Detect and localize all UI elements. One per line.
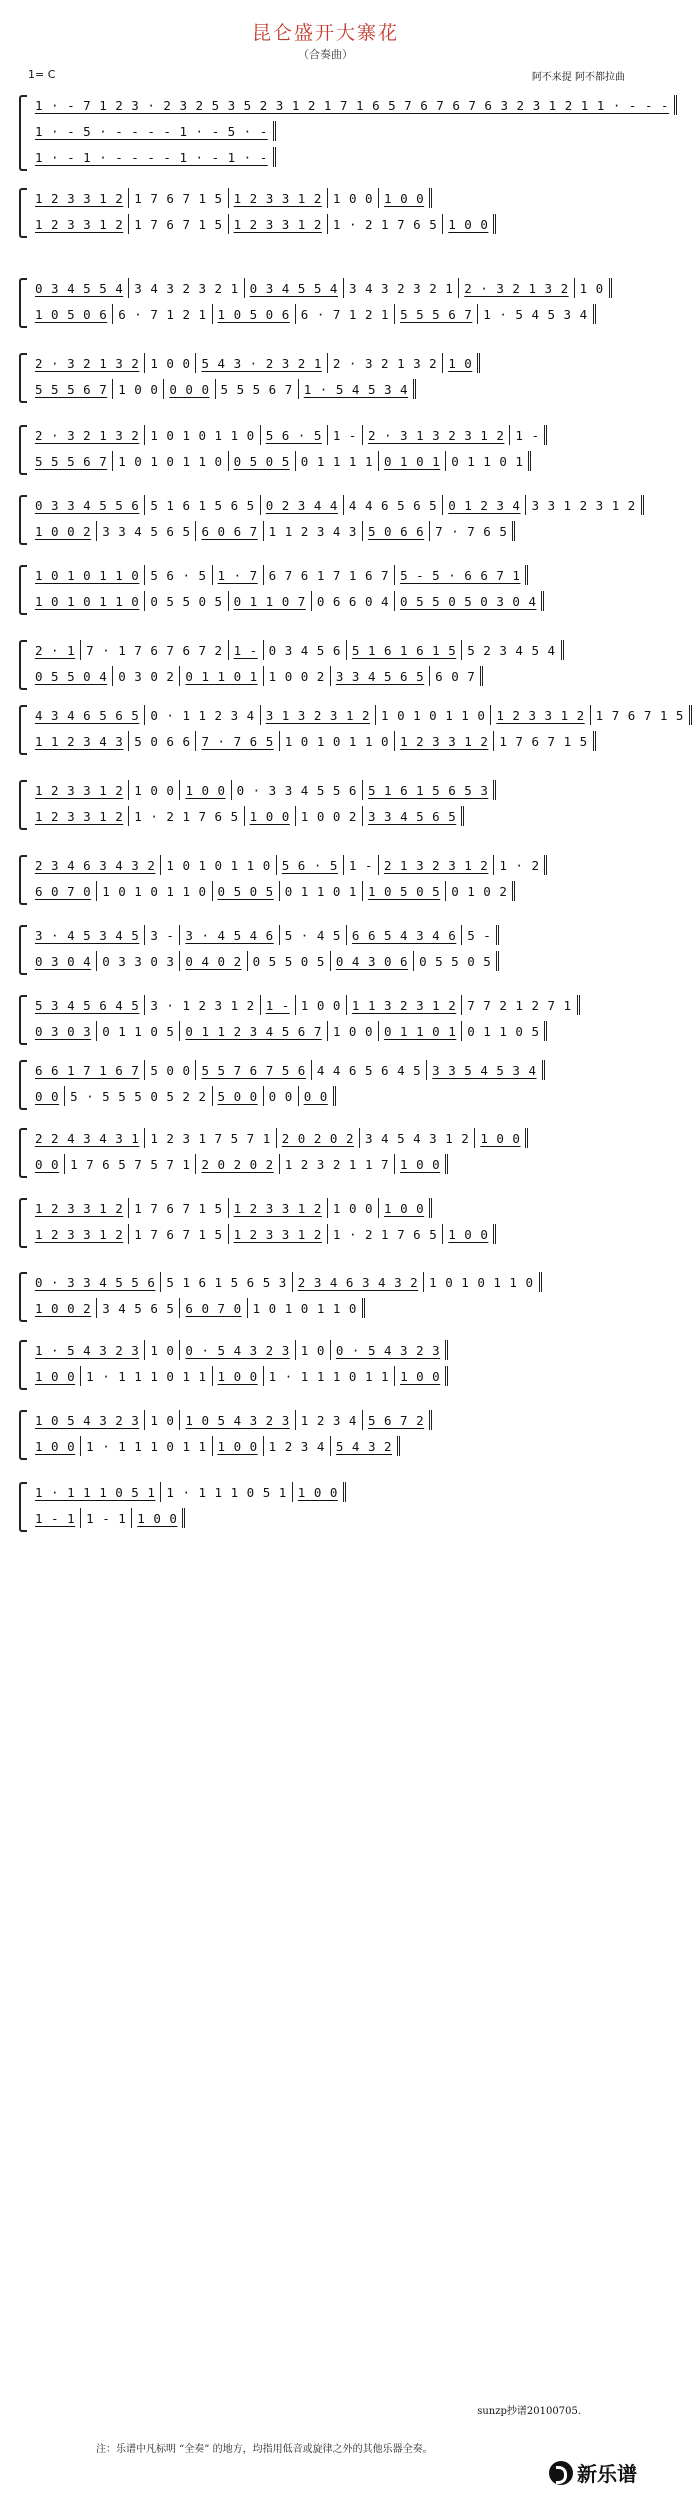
measure: 1 0 0 [296,995,347,1015]
measure: 0 1 1 1 1 [296,451,379,471]
score-part [30,951,620,971]
measure: 1 7 6 7 1 5 [129,214,228,234]
measure: 1 0 1 0 1 1 0 [424,1272,541,1292]
measure: 0 1 1 0 5 [97,1021,180,1041]
measure: 0 5 0 5 [229,451,296,471]
measure: 1 0 0 2 [264,666,331,686]
score-part [30,121,620,141]
score-part [30,1298,620,1318]
song-subtitle: （合奏曲） [298,48,353,61]
score-part [30,925,620,945]
measure: 0 1 0 2 [446,881,515,901]
measure: 5 3 4 5 6 4 5 [30,995,145,1015]
score-part [30,1086,620,1106]
measure: 1 2 3 3 1 2 [30,214,129,234]
measure: 3 4 5 6 5 [97,1298,180,1318]
measure: 1 · 2 1 7 6 5 [328,1224,443,1244]
measure: 0 1 1 0 1 [180,666,263,686]
measure: 3 1 3 2 3 1 2 [261,705,376,725]
measure: 3 3 4 5 6 5 [331,666,430,686]
measure: 2 0 2 0 2 [277,1128,360,1148]
system-brace [19,188,27,238]
measure: 3 3 4 5 6 5 [363,806,464,826]
measure: 1 0 0 [30,1436,81,1456]
score-part [30,278,620,298]
measure: 1 1 2 3 4 3 [264,521,363,541]
measure: 2 0 2 0 2 [196,1154,279,1174]
transcriber-signature: sunzp抄谱20100705. [477,2406,581,2417]
measure: 1 · 2 1 7 6 5 [129,806,244,826]
measure: 0 5 5 0 5 [414,951,499,971]
measure: 2 · 3 2 1 3 2 [328,353,443,373]
measure: 5 6 · 5 [261,425,328,445]
measure: 5 0 6 6 [363,521,430,541]
measure: 1 0 0 [395,1154,448,1174]
measure: 1 0 0 [475,1128,528,1148]
measure: 1 0 0 [443,214,496,234]
measure: 1 2 3 4 [296,1410,363,1430]
measure: 6 0 7 0 [30,881,97,901]
measure: 1 0 1 0 1 1 0 [161,855,276,875]
measure: 1 · 1 1 1 0 1 1 [81,1436,212,1456]
system-brace [19,995,27,1045]
score-part [30,214,620,234]
measure: 1 2 3 3 1 2 [30,188,129,208]
measure: 1 7 6 7 1 5 [129,1224,228,1244]
measure: 1 0 [145,1410,180,1430]
measure: 0 5 5 0 4 [30,666,113,686]
measure: 1 0 [443,353,480,373]
score-part [30,521,620,541]
song-title: 昆仑盛开大寨花 [251,22,399,44]
measure: 0 0 [30,1154,65,1174]
measure: 1 - [229,640,264,660]
measure: 5 2 3 4 5 4 [462,640,563,660]
measure: 0 1 1 0 7 [229,591,312,611]
measure: 2 · 1 [30,640,81,660]
measure: 1 0 5 4 3 2 3 [30,1410,145,1430]
measure: 4 4 6 5 6 5 [344,495,443,515]
measure: 5 4 3 · 2 3 2 1 [196,353,327,373]
measure: 6 6 5 4 3 4 6 [347,925,462,945]
measure: 3 - [145,925,180,945]
measure: 1 0 0 [113,379,164,399]
score-part [30,1436,620,1456]
system-brace [19,855,27,905]
score-part [30,1340,620,1360]
system-brace [19,925,27,975]
system-brace [19,95,27,171]
xinyuepu-logo-icon [549,2461,573,2485]
measure: 1 2 3 3 1 2 [229,1224,328,1244]
measure: 0 1 1 2 3 4 5 6 7 [180,1021,327,1041]
measure: 1 0 0 [145,353,196,373]
measure: 1 7 6 7 1 5 [129,188,228,208]
measure: 0 3 0 2 [113,666,180,686]
measure: 0 · 1 1 2 3 4 [145,705,260,725]
score-part [30,731,620,751]
score-part [30,95,670,115]
measure: 5 5 5 6 7 [395,304,478,324]
score-part [30,995,620,1015]
measure: 0 1 1 0 1 [280,881,363,901]
measure: 0 · 5 4 3 2 3 [331,1340,448,1360]
system-brace [19,495,27,545]
score-part [30,1060,620,1080]
system-brace [19,705,27,755]
measure: 1 0 0 2 [296,806,363,826]
measure: 0 3 3 0 3 [97,951,180,971]
measure: 3 · 4 5 4 6 [180,925,279,945]
measure: 3 4 3 2 3 2 1 [344,278,459,298]
score-part [30,304,620,324]
measure: 2 · 3 2 1 3 2 [30,353,145,373]
score-part [30,1154,620,1174]
measure: 6 0 6 7 [196,521,263,541]
measure: 3 4 3 2 3 2 1 [129,278,244,298]
system-brace [19,1060,27,1110]
measure: 5 0 6 6 [129,731,196,751]
measure: 3 4 5 4 3 1 2 [360,1128,475,1148]
measure: 0 · 5 4 3 2 3 [180,1340,295,1360]
measure: 0 0 [30,1086,65,1106]
measure: 1 7 6 7 1 5 [494,731,595,751]
measure: 2 2 4 3 4 3 1 [30,1128,145,1148]
measure: 1 2 3 3 1 2 [491,705,590,725]
measure: 7 · 7 6 5 [196,731,279,751]
measure: 1 0 5 0 6 [30,304,113,324]
measure: 3 3 5 4 5 3 4 [427,1060,544,1080]
measure: 1 0 0 [328,1021,379,1041]
measure: 6 7 6 1 7 1 6 7 [264,565,395,585]
score-part [30,1482,620,1502]
measure: 6 0 7 [430,666,483,686]
score-part [30,806,620,826]
measure: 1 · - 5 · - - - - 1 · - 5 · - [30,121,276,141]
measure: 5 · 5 5 5 0 5 2 2 [65,1086,212,1106]
measure: 2 · 3 2 1 3 2 [459,278,574,298]
score-part [30,666,620,686]
measure: 5 0 0 [145,1060,196,1080]
measure: 1 · 1 1 1 0 1 1 [264,1366,395,1386]
measure: 1 0 0 [213,1366,264,1386]
measure: 1 · 5 4 5 3 4 [478,304,595,324]
score-part [30,1224,620,1244]
system-brace [19,780,27,830]
score-part [30,1366,620,1386]
measure: 0 3 3 4 5 5 6 [30,495,145,515]
measure: 5 5 5 6 7 [216,379,299,399]
score-part [30,705,684,725]
measure: 7 · 1 7 6 7 6 7 2 [81,640,228,660]
measure: 1 - 1 [81,1508,132,1528]
measure: 1 0 [296,1340,331,1360]
score-part [30,1021,620,1041]
measure: 2 · 3 1 3 2 3 1 2 [363,425,510,445]
measure: 1 - 1 [30,1508,81,1528]
score-part [30,188,620,208]
measure: 1 0 0 [443,1224,496,1244]
score-part [30,881,620,901]
measure: 5 · 4 5 [280,925,347,945]
measure: 6 6 1 7 1 6 7 [30,1060,145,1080]
score-part [30,1272,620,1292]
measure: 0 4 0 2 [180,951,247,971]
measure: 1 0 1 0 1 1 0 [30,565,145,585]
measure: 1 7 6 5 7 5 7 1 [65,1154,196,1174]
measure: 1 0 0 [328,1198,379,1218]
measure: 1 1 2 3 4 3 [30,731,129,751]
measure: 5 6 · 5 [277,855,344,875]
measure: 0 3 4 5 5 4 [245,278,344,298]
measure: 1 0 [575,278,612,298]
measure: 5 1 6 1 6 1 5 [347,640,462,660]
measure: 1 - [510,425,547,445]
measure: 5 - 5 · 6 6 7 1 [395,565,528,585]
score-part [30,855,620,875]
measure: 1 · - 7 1 2 3 · 2 3 2 5 3 5 2 3 1 2 1 7 1 6 5 7 6 7 6 7 6 3 2 3 1 2 1 1 · - - - [30,95,677,115]
measure: 4 3 4 6 5 6 5 [30,705,145,725]
measure: 1 0 0 [328,188,379,208]
measure: 1 0 0 [379,1198,432,1218]
measure: 0 3 4 5 5 4 [30,278,129,298]
score-part [30,1508,620,1528]
measure: 1 2 3 3 1 2 [30,780,129,800]
measure: 5 4 3 2 [331,1436,400,1456]
score-part [30,780,620,800]
measure: 7 7 2 1 2 7 1 [462,995,579,1015]
score-part [30,1410,620,1430]
measure: 0 0 [299,1086,336,1106]
measure: 0 5 5 0 5 0 3 0 4 [395,591,544,611]
score-part [30,591,620,611]
measure: 0 5 0 5 [213,881,280,901]
measure: 1 0 5 0 5 [363,881,446,901]
measure: 1 0 0 2 [30,1298,97,1318]
measure: 5 1 6 1 5 6 5 [145,495,260,515]
measure: 0 1 0 1 [379,451,446,471]
measure: 1 2 3 3 1 2 [229,214,328,234]
measure: 1 2 3 2 1 1 7 [280,1154,395,1174]
measure: 5 6 · 5 [145,565,212,585]
measure: 1 0 0 2 [30,521,97,541]
measure: 1 2 3 4 [264,1436,331,1456]
measure: 0 5 5 0 5 [145,591,228,611]
measure: 1 0 1 0 1 1 0 [97,881,212,901]
measure: 0 1 1 0 5 [462,1021,547,1041]
measure: 5 - [462,925,499,945]
measure: 0 3 0 4 [30,951,97,971]
system-brace [19,353,27,403]
measure: 1 0 0 [395,1366,448,1386]
measure: 1 0 1 0 1 1 0 [145,425,260,445]
system-brace [19,1272,27,1322]
measure: 0 3 4 5 6 [264,640,347,660]
measure: 1 7 6 7 1 5 [591,705,692,725]
measure: 5 5 5 6 7 [30,379,113,399]
measure: 1 0 0 [30,1366,81,1386]
measure: 0 · 3 3 4 5 5 6 [30,1272,161,1292]
measure: 1 2 3 3 1 2 [395,731,494,751]
measure: 1 0 0 [245,806,296,826]
measure: 1 0 1 0 1 1 0 [376,705,491,725]
measure: 1 0 0 [129,780,180,800]
system-brace [19,1198,27,1248]
measure: 1 0 1 0 1 1 0 [30,591,145,611]
score-part [30,1128,620,1148]
measure: 1 · 7 [213,565,264,585]
score-part [30,147,620,167]
score-part [30,495,636,515]
measure: 0 · 3 3 4 5 5 6 [232,780,363,800]
measure: 1 1 3 2 3 1 2 [347,995,462,1015]
measure: 3 · 1 2 3 1 2 [145,995,260,1015]
measure: 5 5 7 6 7 5 6 [196,1060,311,1080]
system-brace [19,1128,27,1178]
measure: 2 1 3 2 3 1 2 [379,855,494,875]
measure: 1 2 3 3 1 2 [30,1198,129,1218]
measure: 0 4 3 0 6 [331,951,414,971]
measure: 1 2 3 1 7 5 7 1 [145,1128,276,1148]
measure: 2 · 3 2 1 3 2 [30,425,145,445]
measure: 0 1 2 3 4 [443,495,526,515]
measure: 3 · 4 5 3 4 5 [30,925,145,945]
system-brace [19,640,27,690]
measure: 1 · 2 1 7 6 5 [328,214,443,234]
measure: 1 2 3 3 1 2 [229,188,328,208]
measure: 1 · 2 [494,855,547,875]
site-logo [549,2458,637,2487]
footnote: 注：乐谱中凡标明 “全奏” 的地方，均指用低音或旋律之外的其他乐器全奏。 [96,2444,433,2455]
measure: 5 1 6 1 5 6 5 3 [161,1272,292,1292]
score-part [30,353,620,373]
score-part [30,565,620,585]
system-brace [19,1410,27,1460]
measure: 1 0 0 [379,188,432,208]
logo-text: 新乐谱 [577,2462,637,2486]
measure: 0 0 0 [164,379,215,399]
measure: 2 3 4 6 3 4 3 2 [30,855,161,875]
system-brace [19,425,27,475]
measure: 1 0 1 0 1 1 0 [280,731,395,751]
measure: 1 0 0 [180,780,231,800]
score-part [30,451,620,471]
system-brace [19,278,27,328]
measure: 1 - [328,425,363,445]
measure: 0 3 0 3 [30,1021,97,1041]
measure: 1 0 0 [293,1482,346,1502]
measure: 1 0 5 0 6 [213,304,296,324]
measure: 1 0 0 [132,1508,185,1528]
measure: 1 0 1 0 1 1 0 [248,1298,365,1318]
measure: 1 · 5 4 5 3 4 [299,379,416,399]
measure: 1 · 1 1 1 0 5 1 [30,1482,161,1502]
score-part [30,425,620,445]
system-brace [19,1482,27,1532]
score-part [30,1198,620,1218]
measure: 1 - [344,855,379,875]
score-part [30,640,620,660]
measure: 1 7 6 7 1 5 [129,1198,228,1218]
score-part [30,379,620,399]
measure: 5 5 5 6 7 [30,451,113,471]
measure: 0 2 3 4 4 [261,495,344,515]
measure: 6 0 7 0 [180,1298,247,1318]
measure: 5 1 6 1 5 6 5 3 [363,780,496,800]
measure: 1 2 3 3 1 2 [229,1198,328,1218]
measure: 1 2 3 3 1 2 [30,1224,129,1244]
measure: 1 · 5 4 3 2 3 [30,1340,145,1360]
measure: 4 4 6 5 6 4 5 [312,1060,427,1080]
system-brace [19,1340,27,1390]
measure: 1 0 [145,1340,180,1360]
measure: 0 6 6 0 4 [312,591,395,611]
measure: 7 · 7 6 5 [430,521,515,541]
measure: 1 0 1 0 1 1 0 [113,451,228,471]
measure: 1 - [261,995,296,1015]
measure: 1 · 1 1 1 0 5 1 [161,1482,292,1502]
key-signature: 1= C [28,68,56,81]
measure: 6 · 7 1 2 1 [296,304,395,324]
measure: 3 3 1 2 3 1 2 [526,495,643,515]
measure: 0 0 [264,1086,299,1106]
measure: 1 0 5 4 3 2 3 [180,1410,295,1430]
measure: 5 6 7 2 [363,1410,432,1430]
measure: 1 0 0 [213,1436,264,1456]
measure: 0 1 1 0 1 [379,1021,462,1041]
measure: 3 3 4 5 6 5 [97,521,196,541]
measure: 0 1 1 0 1 [446,451,531,471]
measure: 2 3 4 6 3 4 3 2 [293,1272,424,1292]
system-brace [19,565,27,615]
measure: 0 5 5 0 5 [248,951,331,971]
measure: 5 0 0 [213,1086,264,1106]
measure: 6 · 7 1 2 1 [113,304,212,324]
measure: 1 2 3 3 1 2 [30,806,129,826]
measure: 1 · 1 1 1 0 1 1 [81,1366,212,1386]
measure: 1 · - 1 · - - - - 1 · - 1 · - [30,147,276,167]
composer-credits: 阿不来提 阿不都拉曲 [531,72,625,83]
